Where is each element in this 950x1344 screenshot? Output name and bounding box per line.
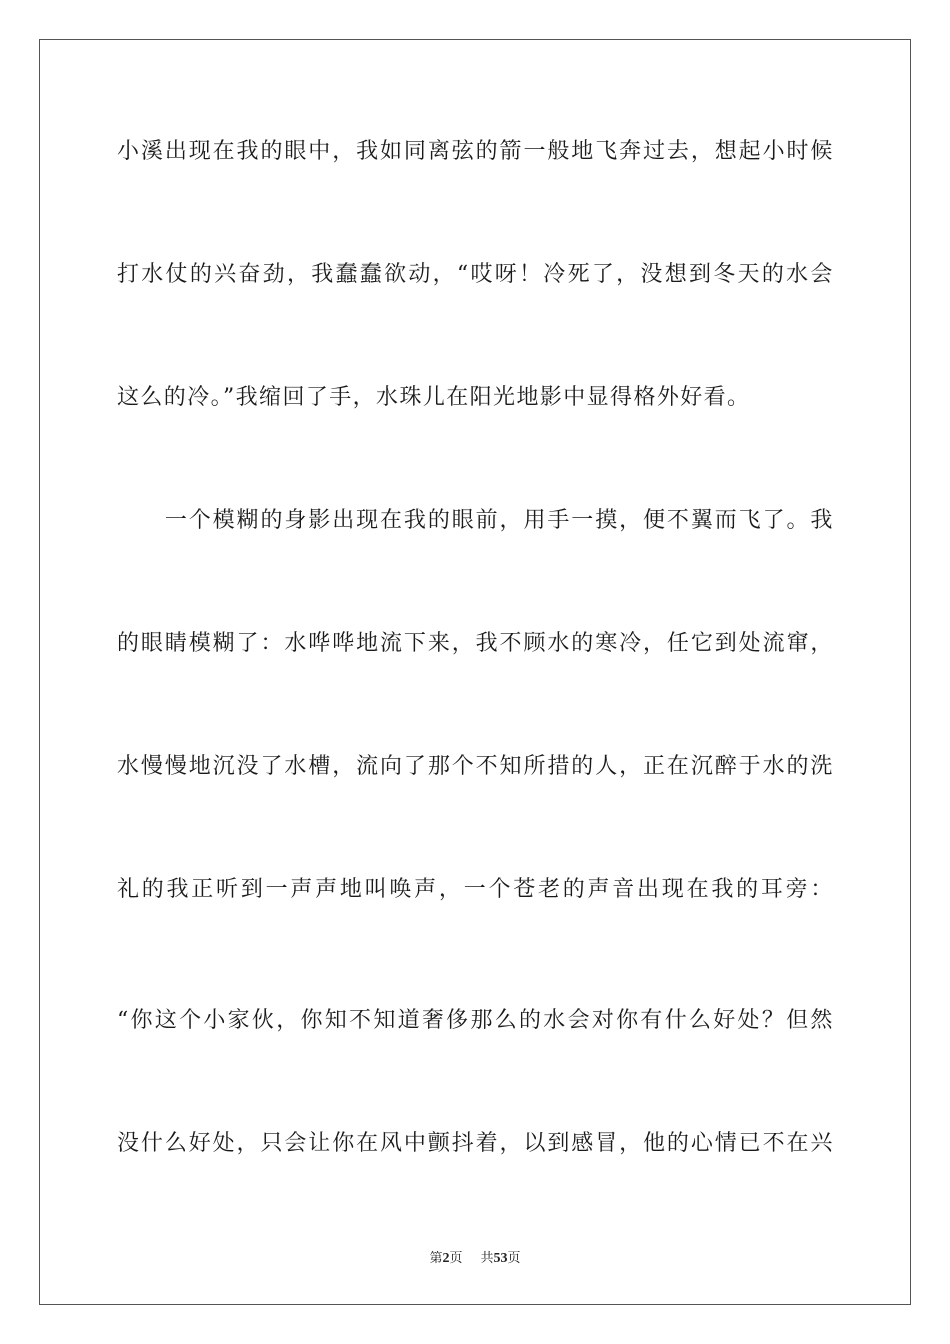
paragraph-line-8: “你这个小家伙，你知不知道奢侈那么的水会对你有什么好处？但然 (117, 1008, 833, 1033)
paragraph-line-9: 没什么好处，只会让你在风中颤抖着，以到感冒，他的心情已不在兴 (117, 1131, 833, 1156)
paragraph-line-1: 小溪出现在我的眼中，我如同离弦的箭一般地飞奔过去，想起小时候 (117, 139, 833, 164)
paragraph-line-7: 礼的我正听到一声声地叫唤声，一个苍老的声音出现在我的耳旁： (117, 877, 833, 902)
total-suffix: 页 (507, 1251, 521, 1266)
page-footer (0, 1247, 950, 1267)
total-prefix: 共 (480, 1251, 494, 1266)
paragraph-line-5: 的眼睛模糊了：水哗哗地流下来，我不顾水的寒冷，任它到处流窜， (117, 631, 833, 656)
page-prefix: 第 (429, 1251, 443, 1266)
paragraph-line-6: 水慢慢地沉没了水槽，流向了那个不知所措的人，正在沉醉于水的洗 (117, 754, 833, 779)
paragraph-line-3: 这么的冷。”我缩回了手，水珠儿在阳光地影中显得格外好看。 (117, 385, 751, 410)
paragraph-line-2: 打水仗的兴奋劲，我蠢蠢欲动，“哎呀！冷死了，没想到冬天的水会 (117, 262, 833, 287)
page-number: 2 (442, 1251, 450, 1266)
total-pages: 53 (493, 1251, 508, 1266)
page-suffix: 页 (449, 1251, 463, 1266)
paragraph-line-4: 一个模糊的身影出现在我的眼前，用手一摸，便不翼而飞了。我 (117, 508, 833, 533)
page-border (39, 39, 911, 1305)
